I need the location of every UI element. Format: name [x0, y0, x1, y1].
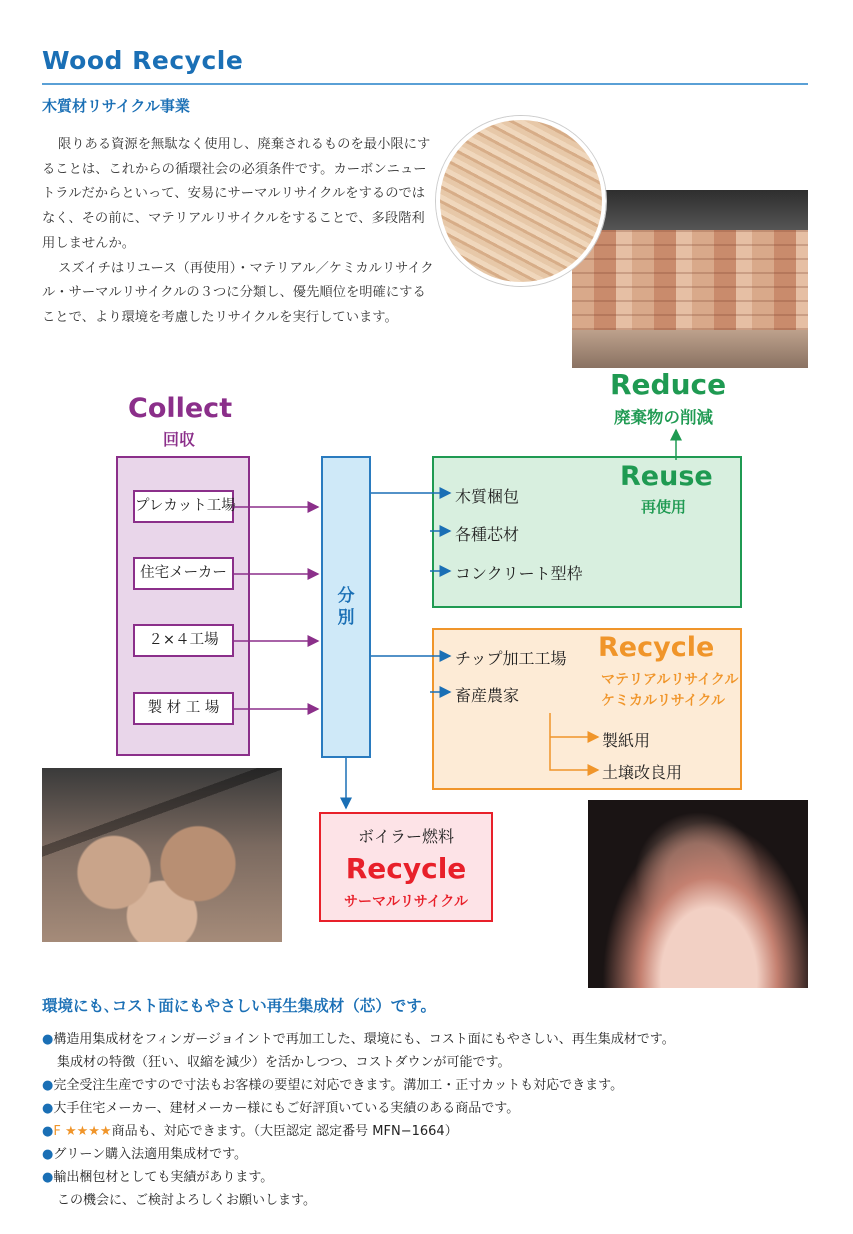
reduce-heading: Reduce [610, 368, 727, 401]
reuse-heading: Reuse [620, 461, 713, 492]
reduce-subheading: 廃棄物の削減 [614, 408, 713, 427]
list-item: ●完全受注生産ですので寸法もお客様の要望に対応できます。溝加工・正寸カットも対応できます。 [42, 1078, 624, 1093]
section-heading: 環境にも､コスト面にもやさしい再生集成材（芯）です。 [42, 997, 437, 1015]
wood-blocks-photo [42, 768, 282, 942]
collect-subheading: 回収 [163, 430, 196, 449]
boiler-thermal-subheading: サーマルリサイクル [343, 894, 469, 910]
recycle-heading: Recycle [598, 632, 715, 663]
lumber-stack-photo [572, 190, 808, 368]
wood-chips-photo [588, 800, 808, 988]
list-item: ●F ★★★★商品も、対応できます。（大臣認定 認定番号 MFN−1664） [42, 1124, 458, 1139]
reuse-item-formwork: コンクリート型枠 [455, 564, 583, 583]
list-item: 集成材の特徴（狂い、収縮を減少）を活かしつつ、コストダウンが可能です。 [57, 1055, 511, 1070]
source-housing-maker: 住宅メーカー [133, 557, 234, 590]
source-2x4-factory: ２×４工場 [133, 624, 234, 657]
list-item: ●大手住宅メーカー、建材メーカー様にもご好評頂いている実績のある商品です。 [42, 1101, 520, 1116]
list-item: ●グリーン購入法適用集成材です。 [42, 1147, 248, 1162]
recycle-item-soil: 土壌改良用 [602, 763, 683, 782]
source-precut-factory: プレカット工場 [133, 490, 234, 523]
list-item: この機会に、ご検討よろしくお願いします。 [57, 1193, 316, 1208]
recycle-item-paper: 製紙用 [602, 731, 651, 750]
wood-grain-closeup-photo [436, 116, 606, 286]
reuse-item-packaging: 木質梱包 [455, 487, 520, 506]
page-title: Wood Recycle [42, 46, 244, 75]
intro-text [42, 133, 434, 331]
intro-paragraph-1: 限りある資源を無駄なく使用し、廃棄されるものを最小限にすることは、これからの循環社会の必須条件です。カーボンニュートラルだからといって、安易にサーマルリサイクルをするのではなく、その前に、マテリアルリサイクルをすることで、多段階利用しませんか。 [42, 137, 431, 251]
recycle-item-livestock-farm: 畜産農家 [455, 686, 520, 705]
title-divider [42, 83, 808, 85]
sort-label: 分 別 [337, 586, 355, 628]
page-subtitle: 木質材リサイクル事業 [42, 97, 190, 115]
reuse-item-core: 各種芯材 [455, 525, 520, 544]
boiler-fuel-label: ボイラー燃料 [357, 827, 454, 846]
recycle-item-chip-factory: チップ加工工場 [455, 649, 567, 668]
feature-list [42, 1028, 822, 1212]
collect-heading: Collect [128, 393, 233, 424]
list-item: ●構造用集成材をフィンガージョイントで再加工した、環境にも、コスト面にもやさしい、再生集成材です。 [42, 1032, 675, 1047]
boiler-recycle-heading: Recycle [345, 852, 467, 885]
f4star-rating: F ★★★★ [53, 1124, 112, 1139]
recycle-sub-chemical: ケミカルリサイクル [601, 693, 726, 709]
source-sawmill: 製 材 工 場 [133, 692, 234, 725]
list-item: ●輸出梱包材としても実績があります。 [42, 1170, 274, 1185]
intro-paragraph-2: スズイチはリユース（再使用）・マテリアル／ケミカルリサイクル・サーマルリサイクルの３つに分類し、優先順位を明確にすることで、より環境を考慮したリサイクルを実行しています。 [42, 260, 434, 325]
recycle-sub-material: マテリアルリサイクル [601, 672, 739, 688]
reuse-subheading: 再使用 [641, 498, 687, 516]
